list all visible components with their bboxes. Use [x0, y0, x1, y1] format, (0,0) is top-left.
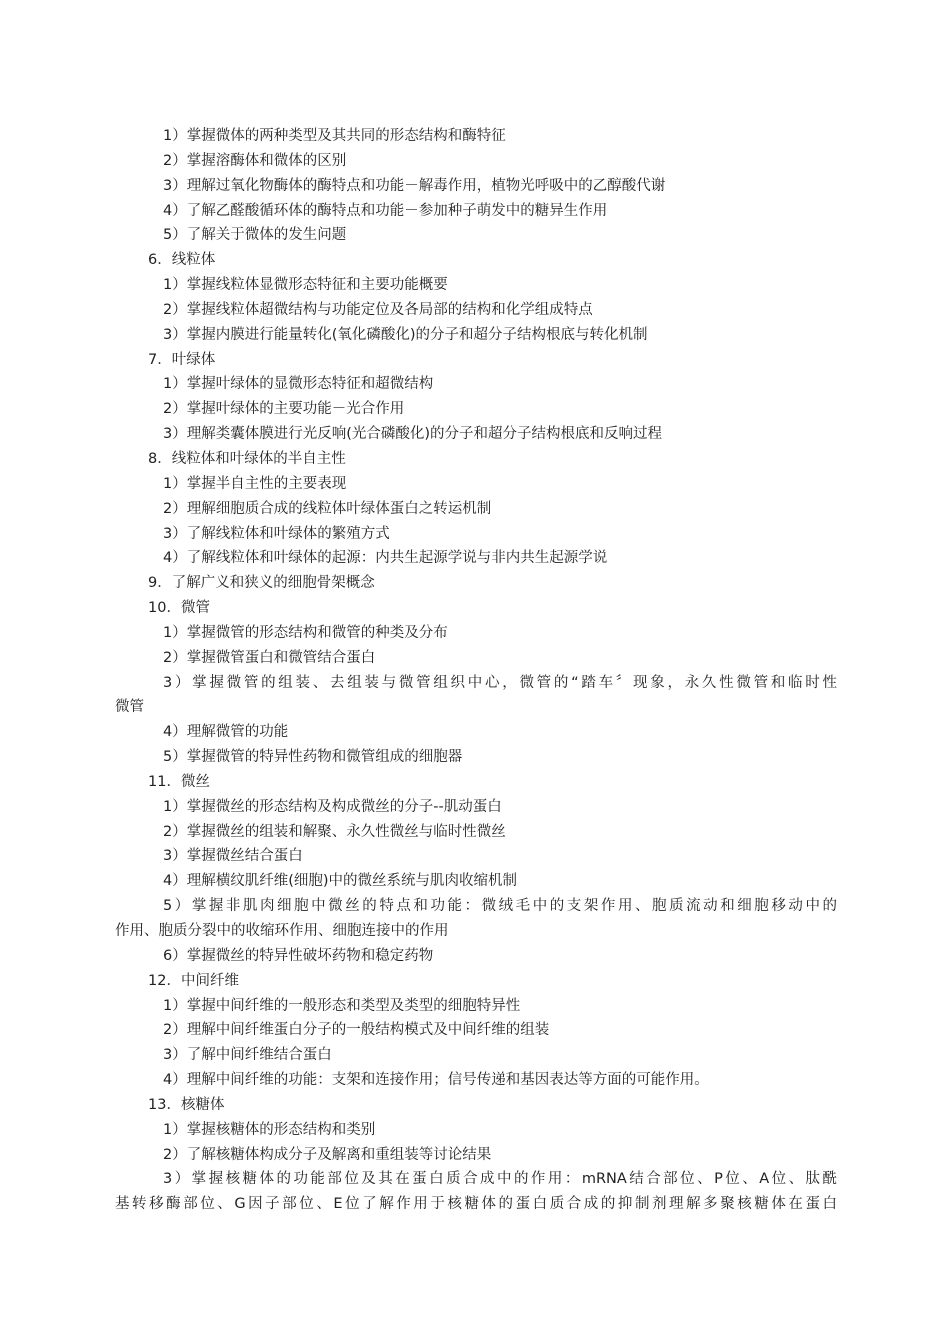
section-heading: 7．叶绿体: [148, 351, 216, 368]
text-line: 5）掌握微管的特异性药物和微管组成的细胞器: [163, 749, 463, 766]
text-line: 3）理解类囊体膜进行光反响(光合磷酸化)的分子和超分子结构根底和反响过程: [163, 426, 663, 443]
text-line: 2）掌握线粒体超微结构与功能定位及各局部的结构和化学组成特点: [163, 301, 593, 318]
text-line: 1）掌握半自主性的主要表现: [163, 475, 347, 492]
text-line: 2）掌握微管蛋白和微管结合蛋白: [163, 649, 376, 666]
text-line: 4）了解线粒体和叶绿体的起源：内共生起源学说与非内共生起源学说: [163, 550, 608, 567]
text-line: 基转移酶部位、G因子部位、E位了解作用于核糖体的蛋白质合成的抑制剂理解多聚核糖体在蛋白: [115, 1196, 837, 1213]
section-heading: 10．微管: [148, 600, 210, 617]
text-line: 4）理解中间纤维的功能：支架和连接作用；信号传递和基因表达等方面的可能作用。: [163, 1072, 709, 1089]
section-heading: 12．中间纤维: [148, 972, 239, 989]
text-line: 4）了解乙醛酸循环体的酶特点和功能－参加种子萌发中的糖异生作用: [163, 202, 608, 219]
text-line: 3）掌握核糖体的功能部位及其在蛋白质合成中的作用：mRNA结合部位、P位、A位、肽酰: [163, 1171, 837, 1188]
text-line: 1）掌握核糖体的形态结构和类别: [163, 1121, 376, 1138]
text-line: 5）掌握非肌肉细胞中微丝的特点和功能：微绒毛中的支架作用、胞质流动和细胞移动中的: [163, 898, 837, 915]
text-line: 5）了解关于微体的发生问题: [163, 227, 347, 244]
text-line: 2）掌握叶绿体的主要功能－光合作用: [163, 401, 405, 418]
text-line: 1）掌握微管的形态结构和微管的种类及分布: [163, 624, 448, 641]
text-line: 1）掌握叶绿体的显微形态特征和超微结构: [163, 376, 434, 393]
section-heading: 13．核糖体: [148, 1096, 225, 1113]
text-line: 3）理解过氧化物酶体的酶特点和功能－解毒作用，植物光呼吸中的乙醇酸代谢: [163, 177, 666, 194]
text-line: 3）掌握内膜进行能量转化(氧化磷酸化)的分子和超分子结构根底与转化机制: [163, 326, 648, 343]
section-heading: 6．线粒体: [148, 252, 216, 269]
text-line: 1）掌握微丝的形态结构及构成微丝的分子--肌动蛋白: [163, 798, 502, 815]
text-line: 3）了解中间纤维结合蛋白: [163, 1047, 332, 1064]
text-line: 2）理解细胞质合成的线粒体叶绿体蛋白之转运机制: [163, 500, 492, 517]
text-line: 2）掌握溶酶体和微体的区别: [163, 152, 347, 169]
text-line: 1）掌握中间纤维的一般形态和类型及类型的细胞特异性: [163, 997, 521, 1014]
text-line: 3）掌握微管的组装、去组装与微管组织中心，微管的“踏车〞现象，永久性微管和临时性: [163, 674, 837, 691]
text-line: 作用、胞质分裂中的收缩环作用、细胞连接中的作用: [115, 923, 449, 939]
text-line: 2）掌握微丝的组装和解聚、永久性微丝与临时性微丝: [163, 823, 506, 840]
text-line: 2）了解核糖体构成分子及解离和重组装等讨论结果: [163, 1146, 492, 1163]
document-page: [115, 124, 837, 1217]
text-line: 4）理解微管的功能: [163, 724, 289, 741]
text-line: 6）掌握微丝的特异性破坏药物和稳定药物: [163, 947, 434, 964]
section-heading: 8．线粒体和叶绿体的半自主性: [148, 450, 346, 467]
text-line: 1）掌握微体的两种类型及其共同的形态结构和酶特征: [163, 128, 506, 144]
text-line: 3）了解线粒体和叶绿体的繁殖方式: [163, 525, 390, 542]
section-heading: 11．微丝: [148, 773, 210, 790]
text-line: 3）掌握微丝结合蛋白: [163, 848, 303, 865]
text-line: 2）理解中间纤维蛋白分子的一般结构模式及中间纤维的组装: [163, 1022, 550, 1039]
text-line: 微管: [115, 699, 144, 716]
section-heading: 9．了解广义和狭义的细胞骨架概念: [148, 575, 375, 592]
text-line: 1）掌握线粒体显微形态特征和主要功能概要: [163, 277, 448, 294]
text-line: 4）理解横纹肌纤维(细胞)中的微丝系统与肌肉收缩机制: [163, 873, 518, 890]
